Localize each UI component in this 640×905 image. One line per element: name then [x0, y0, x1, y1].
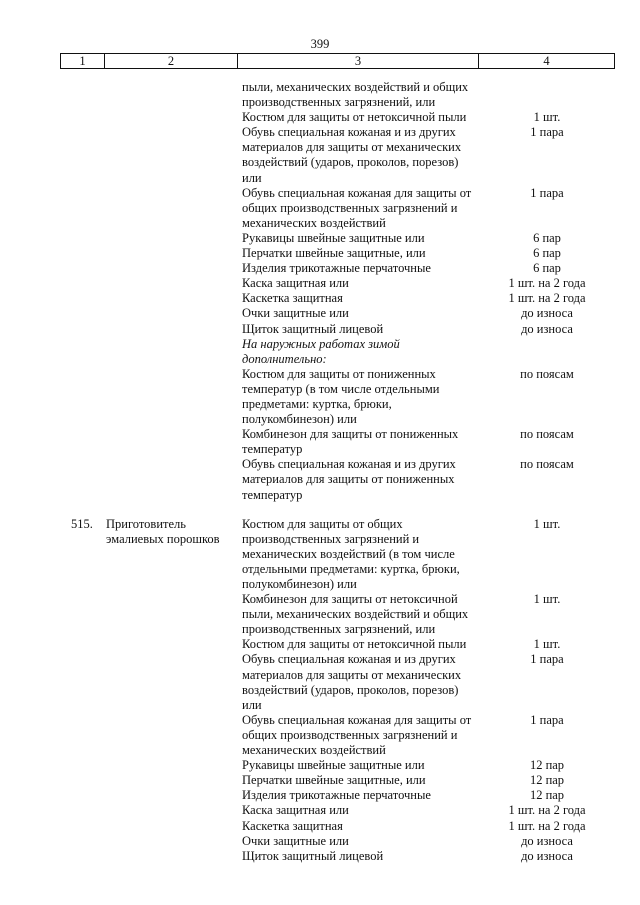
profession-cell: [106, 773, 242, 788]
profession-cell: [106, 337, 242, 367]
norm-cell: по поясам: [520, 366, 574, 381]
number-cell: [60, 637, 106, 652]
item-cell: [242, 110, 497, 125]
item-line: общих производственных загрязнений и: [242, 727, 458, 742]
profession-cell: [106, 291, 242, 306]
item-line: производственных загрязнений, или: [242, 622, 436, 637]
table-row: [60, 322, 615, 337]
norm-cell: 1 пара: [530, 185, 564, 200]
norm-cell: 1 пара: [530, 125, 564, 140]
item-cell: [242, 322, 497, 337]
norm-cell: 1 шт.: [533, 637, 561, 652]
header-col-1: 1: [61, 54, 105, 68]
item-cell: [242, 803, 497, 818]
item-line: механических воздействий (в том числе: [242, 546, 455, 561]
item-line: механических воздействий: [242, 215, 386, 230]
item-cell: [242, 246, 497, 261]
table-row: [60, 246, 615, 261]
item-cell: [242, 457, 497, 502]
item-line: Обувь специальная кожаная и из других: [242, 652, 456, 667]
number-cell: [60, 261, 106, 276]
profession-cell: [106, 246, 242, 261]
number-cell: [60, 457, 106, 502]
item-cell: [242, 276, 497, 291]
item-cell: [242, 427, 497, 457]
profession-cell: [106, 367, 242, 427]
item-cell: [242, 834, 497, 849]
number-cell: [60, 306, 106, 321]
item-cell: [242, 758, 497, 773]
item-line: воздействий (ударов, проколов, порезов): [242, 682, 459, 697]
number-cell: [60, 834, 106, 849]
number-cell: [60, 849, 106, 864]
table-row: [60, 427, 615, 457]
profession-cell: [106, 637, 242, 652]
table-row: [60, 306, 615, 321]
profession-cell: [106, 758, 242, 773]
table-row: [60, 652, 615, 712]
number-cell: [60, 427, 106, 457]
table-row: [60, 758, 615, 773]
item-line: температур: [242, 487, 303, 502]
item-line: механических воздействий: [242, 743, 386, 758]
profession-name: [106, 517, 242, 547]
table-row: [60, 186, 615, 231]
item-line: или: [242, 697, 262, 712]
profession-cell: [106, 231, 242, 246]
number-cell: [60, 758, 106, 773]
item-line: Костюм для защиты от нетоксичной пыли: [242, 637, 467, 652]
item-line: Обувь специальная кожаная и из других: [242, 457, 456, 472]
item-line: отдельными предметами: куртка, брюки,: [242, 561, 460, 576]
norm-cell: [497, 80, 615, 110]
profession-cell: [106, 322, 242, 337]
profession-line: эмалиевых порошков: [106, 531, 220, 546]
item-line: материалов для защиты от пониженных: [242, 472, 455, 487]
item-line: Каскетка защитная: [242, 291, 343, 306]
item-cell: [242, 80, 497, 110]
profession-cell: [106, 80, 242, 110]
item-line: Перчатки швейные защитные, или: [242, 773, 426, 788]
item-cell: [242, 337, 497, 367]
item-line: производственных загрязнений, или: [242, 95, 436, 110]
norm-cell: по поясам: [520, 427, 574, 442]
item-line: Каскетка защитная: [242, 818, 343, 833]
profession-cell: [106, 276, 242, 291]
item-line: Перчатки швейные защитные, или: [242, 246, 426, 261]
norm-cell: 1 шт. на 2 года: [508, 803, 586, 818]
item-cell: [242, 592, 497, 637]
number-cell: [60, 110, 106, 125]
number-cell: [60, 125, 106, 185]
profession-cell: [106, 110, 242, 125]
item-line: Каска защитная или: [242, 276, 349, 291]
item-line: Обувь специальная кожаная для защиты от: [242, 712, 472, 727]
item-cell: [242, 819, 497, 834]
item-line: общих производственных загрязнений и: [242, 200, 458, 215]
table-row: [60, 788, 615, 803]
table-row: [60, 803, 615, 818]
table-row: [60, 849, 615, 864]
number-cell: [60, 276, 106, 291]
profession-cell: [106, 457, 242, 502]
number-cell: [60, 592, 106, 637]
item-cell: [242, 517, 497, 592]
item-line: пыли, механических воздействий и общих: [242, 607, 469, 622]
number-cell: [60, 322, 106, 337]
item-cell: [242, 186, 497, 231]
profession-cell: [106, 834, 242, 849]
item-cell: [242, 713, 497, 758]
item-line: дополнительно:: [242, 351, 327, 366]
table-row: [60, 231, 615, 246]
number-cell: [60, 367, 106, 427]
entry-continued: [60, 80, 615, 503]
number-cell: [60, 819, 106, 834]
table-row: [60, 261, 615, 276]
norm-cell: 1 пара: [530, 652, 564, 667]
table-row: [60, 367, 615, 427]
profession-cell: [106, 186, 242, 231]
item-cell: [242, 849, 497, 864]
number-cell: [60, 788, 106, 803]
profession-cell: [106, 427, 242, 457]
norm-cell: 1 пара: [530, 712, 564, 727]
profession-cell: [106, 849, 242, 864]
item-line: Костюм для защиты от нетоксичной пыли: [242, 110, 467, 125]
table-row: [60, 819, 615, 834]
profession-cell: [106, 713, 242, 758]
item-line: Костюм для защиты от общих: [242, 516, 403, 531]
item-line: Очки защитные или: [242, 833, 349, 848]
number-cell: [60, 803, 106, 818]
norm-cell: по поясам: [520, 457, 574, 472]
item-line: материалов для защиты от механических: [242, 140, 462, 155]
header-col-3: 3: [238, 54, 479, 68]
norm-cell: 12 пар: [529, 758, 565, 773]
entry-515: [60, 517, 615, 864]
number-cell: [60, 80, 106, 110]
item-line: Щиток защитный лицевой: [242, 848, 384, 863]
item-line: Изделия трикотажные перчаточные: [242, 788, 431, 803]
number-cell: [60, 337, 106, 367]
item-line: температур: [242, 442, 303, 457]
profession-cell: [106, 819, 242, 834]
profession-cell: [106, 803, 242, 818]
norm-cell: до износа: [521, 321, 573, 336]
item-cell: [242, 291, 497, 306]
page-number: 399: [310, 37, 330, 51]
header-col-4: 4: [543, 54, 550, 68]
number-cell: [60, 652, 106, 712]
table-row: [60, 110, 615, 125]
norm-cell: 1 шт. на 2 года: [508, 276, 586, 291]
item-cell: [242, 367, 497, 427]
item-cell: [242, 773, 497, 788]
number-cell: [60, 246, 106, 261]
table-row: [60, 276, 615, 291]
item-line: Рукавицы швейные защитные или: [242, 230, 425, 245]
norm-cell: 12 пар: [529, 788, 565, 803]
item-line: Костюм для защиты от пониженных: [242, 366, 436, 381]
entry-number: 515.: [71, 516, 93, 531]
item-line: воздействий (ударов, проколов, порезов): [242, 155, 459, 170]
norm-cell: 1 шт.: [533, 516, 561, 531]
item-line: Изделия трикотажные перчаточные: [242, 261, 431, 276]
table-row: [60, 637, 615, 652]
item-line: Очки защитные или: [242, 306, 349, 321]
norm-cell: [497, 337, 615, 367]
item-cell: [242, 652, 497, 712]
item-cell: [242, 261, 497, 276]
norm-cell: 6 пар: [533, 230, 561, 245]
header-col-2: 2: [105, 54, 238, 68]
norm-cell: 1 шт.: [533, 110, 561, 125]
profession-cell: [106, 261, 242, 276]
profession-cell: [106, 592, 242, 637]
item-cell: [242, 306, 497, 321]
item-line: полукомбинезон) или: [242, 412, 357, 427]
profession-cell: [106, 788, 242, 803]
table-row: [60, 337, 615, 367]
norm-cell: 12 пар: [529, 773, 565, 788]
item-line: Обувь специальная кожаная и из других: [242, 125, 456, 140]
table-row: [60, 592, 615, 637]
table-row: [60, 773, 615, 788]
table-row: [60, 713, 615, 758]
table-row: [60, 80, 615, 110]
table-row: [60, 291, 615, 306]
item-cell: [242, 788, 497, 803]
item-line: производственных загрязнений и: [242, 531, 420, 546]
item-line: Комбинезон для защиты от пониженных: [242, 427, 459, 442]
number-cell: [60, 231, 106, 246]
item-cell: [242, 637, 497, 652]
profession-cell: [106, 306, 242, 321]
norm-cell: 1 шт. на 2 года: [508, 291, 586, 306]
profession-cell: [106, 652, 242, 712]
table-row: [60, 457, 615, 502]
item-line: пыли, механических воздействий и общих: [242, 80, 469, 94]
item-line: предметами: куртка, брюки,: [242, 396, 392, 411]
norm-cell: 6 пар: [533, 246, 561, 261]
norm-cell: 1 шт.: [533, 592, 561, 607]
number-cell: [60, 186, 106, 231]
profession-line: Приготовитель: [106, 516, 186, 531]
norm-cell: до износа: [521, 848, 573, 863]
table-body: [60, 80, 615, 864]
item-line: Обувь специальная кожаная для защиты от: [242, 185, 472, 200]
norm-cell: 1 шт. на 2 года: [508, 818, 586, 833]
profession-cell: [106, 125, 242, 185]
item-line: или: [242, 170, 262, 185]
item-line: температур (в том числе отдельными: [242, 381, 440, 396]
item-cell: [242, 231, 497, 246]
norm-cell: до износа: [521, 306, 573, 321]
norm-cell: до износа: [521, 833, 573, 848]
item-line: полукомбинезон) или: [242, 577, 357, 591]
table-row: [60, 834, 615, 849]
item-line: материалов для защиты от механических: [242, 667, 462, 682]
item-line: Каска защитная или: [242, 803, 349, 818]
number-cell: [60, 773, 106, 788]
number-cell: [60, 713, 106, 758]
table-row: [60, 125, 615, 185]
item-line: На наружных работах зимой: [242, 336, 400, 351]
number-cell: [60, 291, 106, 306]
table-header-row: [60, 53, 615, 69]
item-line: Рукавицы швейные защитные или: [242, 758, 425, 773]
item-line: Комбинезон для защиты от нетоксичной: [242, 592, 458, 607]
norm-cell: 6 пар: [533, 261, 561, 276]
item-line: Щиток защитный лицевой: [242, 321, 384, 336]
item-cell: [242, 125, 497, 185]
